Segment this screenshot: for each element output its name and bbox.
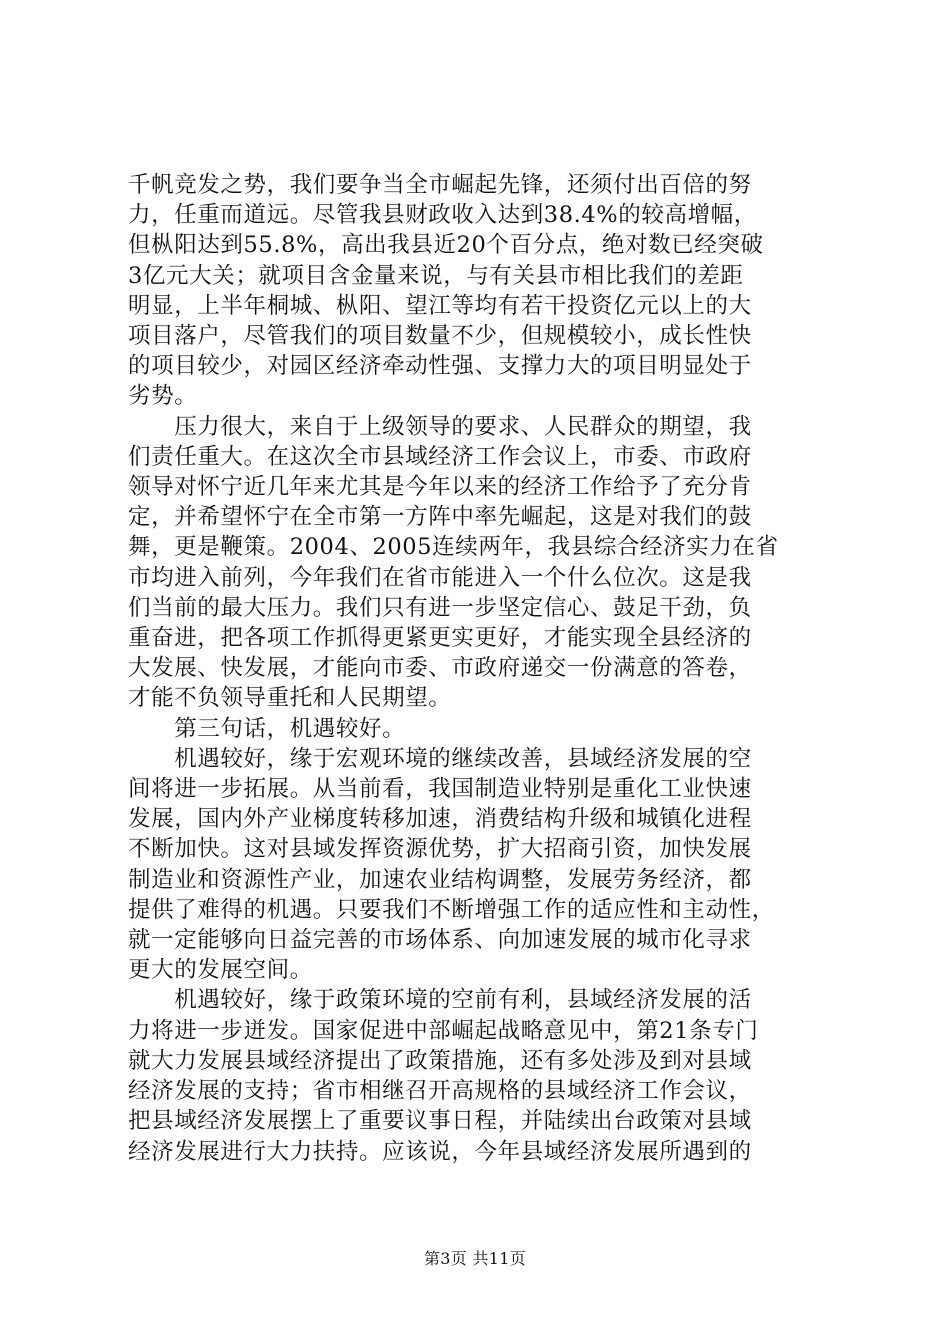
text-line: 大发展、快发展，才能向市委、市政府递交一份满意的答卷， (128, 655, 752, 682)
text-line: 制造业和资源性产业，加速农业结构调整，发展劳务经济，都 (128, 866, 752, 893)
paragraph-3 (128, 744, 828, 986)
paragraph-2 (128, 412, 828, 714)
text-line: 3亿元大关；就项目含金量来说，与有关县市相比我们的差距 (128, 262, 744, 289)
paragraph-1 (128, 170, 828, 412)
text-line: 更大的发展空间。 (128, 957, 313, 984)
text-line: 就一定能够向日益完善的市场体系、向加速发展的城市化寻求 (128, 927, 752, 954)
page-footer (0, 1246, 950, 1269)
text-line: 发展，国内外产业梯度转移加速，消费结构升级和城镇化进程 (128, 806, 752, 833)
text-line: 们当前的最大压力。我们只有进一步坚定信心、鼓足干劲，负 (128, 594, 752, 621)
text-line: 就大力发展县域经济提出了政策措施，还有多处涉及到对县域 (128, 1047, 752, 1074)
text-line: 不断加快。这对县域发挥资源优势，扩大招商引资，加快发展 (128, 836, 752, 863)
text-line: 力将进一步迸发。国家促进中部崛起战略意见中，第21条专门 (128, 1017, 759, 1044)
text-line: 舞，更是鞭策。2004、2005连续两年，我县综合经济实力在省 (128, 534, 779, 561)
text-line: 劣势。 (128, 383, 198, 410)
text-line: 才能不负领导重托和人民期望。 (128, 685, 452, 712)
text-line: 机遇较好，缘于宏观环境的继续改善，县域经济发展的空 (128, 745, 752, 772)
document-body (128, 170, 828, 1167)
text-line: 项目落户，尽管我们的项目数量不少，但规模较小，成长性快 (128, 323, 752, 350)
text-line: 但枞阳达到55.8%，高出我县近20个百分点，绝对数已经突破 (128, 232, 764, 259)
section-heading (128, 714, 828, 744)
text-line: 经济发展的支持；省市相继召开高规格的县域经济工作会议， (128, 1078, 752, 1105)
text-line: 明显，上半年桐城、枞阳、望江等均有若干投资亿元以上的大 (128, 292, 752, 319)
text-line: 力，任重而道远。尽管我县财政收入达到38.4%的较高增幅， (128, 202, 757, 229)
text-line: 机遇较好，缘于政策环境的空前有利，县域经济发展的活 (128, 987, 752, 1014)
paragraph-4 (128, 985, 828, 1166)
text-line: 的项目较少，对园区经济牵动性强、支撑力大的项目明显处于 (128, 353, 752, 380)
text-line: 千帆竞发之势，我们要争当全市崛起先锋，还须付出百倍的努 (128, 172, 752, 198)
text-line: 压力很大，来自于上级领导的要求、人民群众的期望，我 (128, 413, 752, 440)
page-number-label: 第3页 共11页 (423, 1249, 527, 1268)
text-line: 第三句话，机遇较好。 (128, 715, 406, 742)
text-line: 领导对怀宁近几年来尤其是今年以来的经济工作给予了充分肯 (128, 474, 752, 501)
text-line: 市均进入前列，今年我们在省市能进入一个什么位次。这是我 (128, 564, 752, 591)
text-line: 定，并希望怀宁在全市第一方阵中率先崛起，这是对我们的鼓 (128, 504, 752, 531)
text-line: 重奋进，把各项工作抓得更紧更实更好，才能实现全县经济的 (128, 625, 752, 652)
text-line: 提供了难得的机遇。只要我们不断增强工作的适应性和主动性， (128, 896, 775, 923)
text-line: 间将进一步拓展。从当前看，我国制造业特别是重化工业快速 (128, 776, 752, 803)
text-line: 们责任重大。在这次全市县域经济工作会议上，市委、市政府 (128, 443, 752, 470)
text-line: 把县域经济发展摆上了重要议事日程，并陆续出台政策对县域 (128, 1108, 752, 1135)
text-line: 经济发展进行大力扶持。应该说，今年县域经济发展所遇到的 (128, 1138, 752, 1165)
